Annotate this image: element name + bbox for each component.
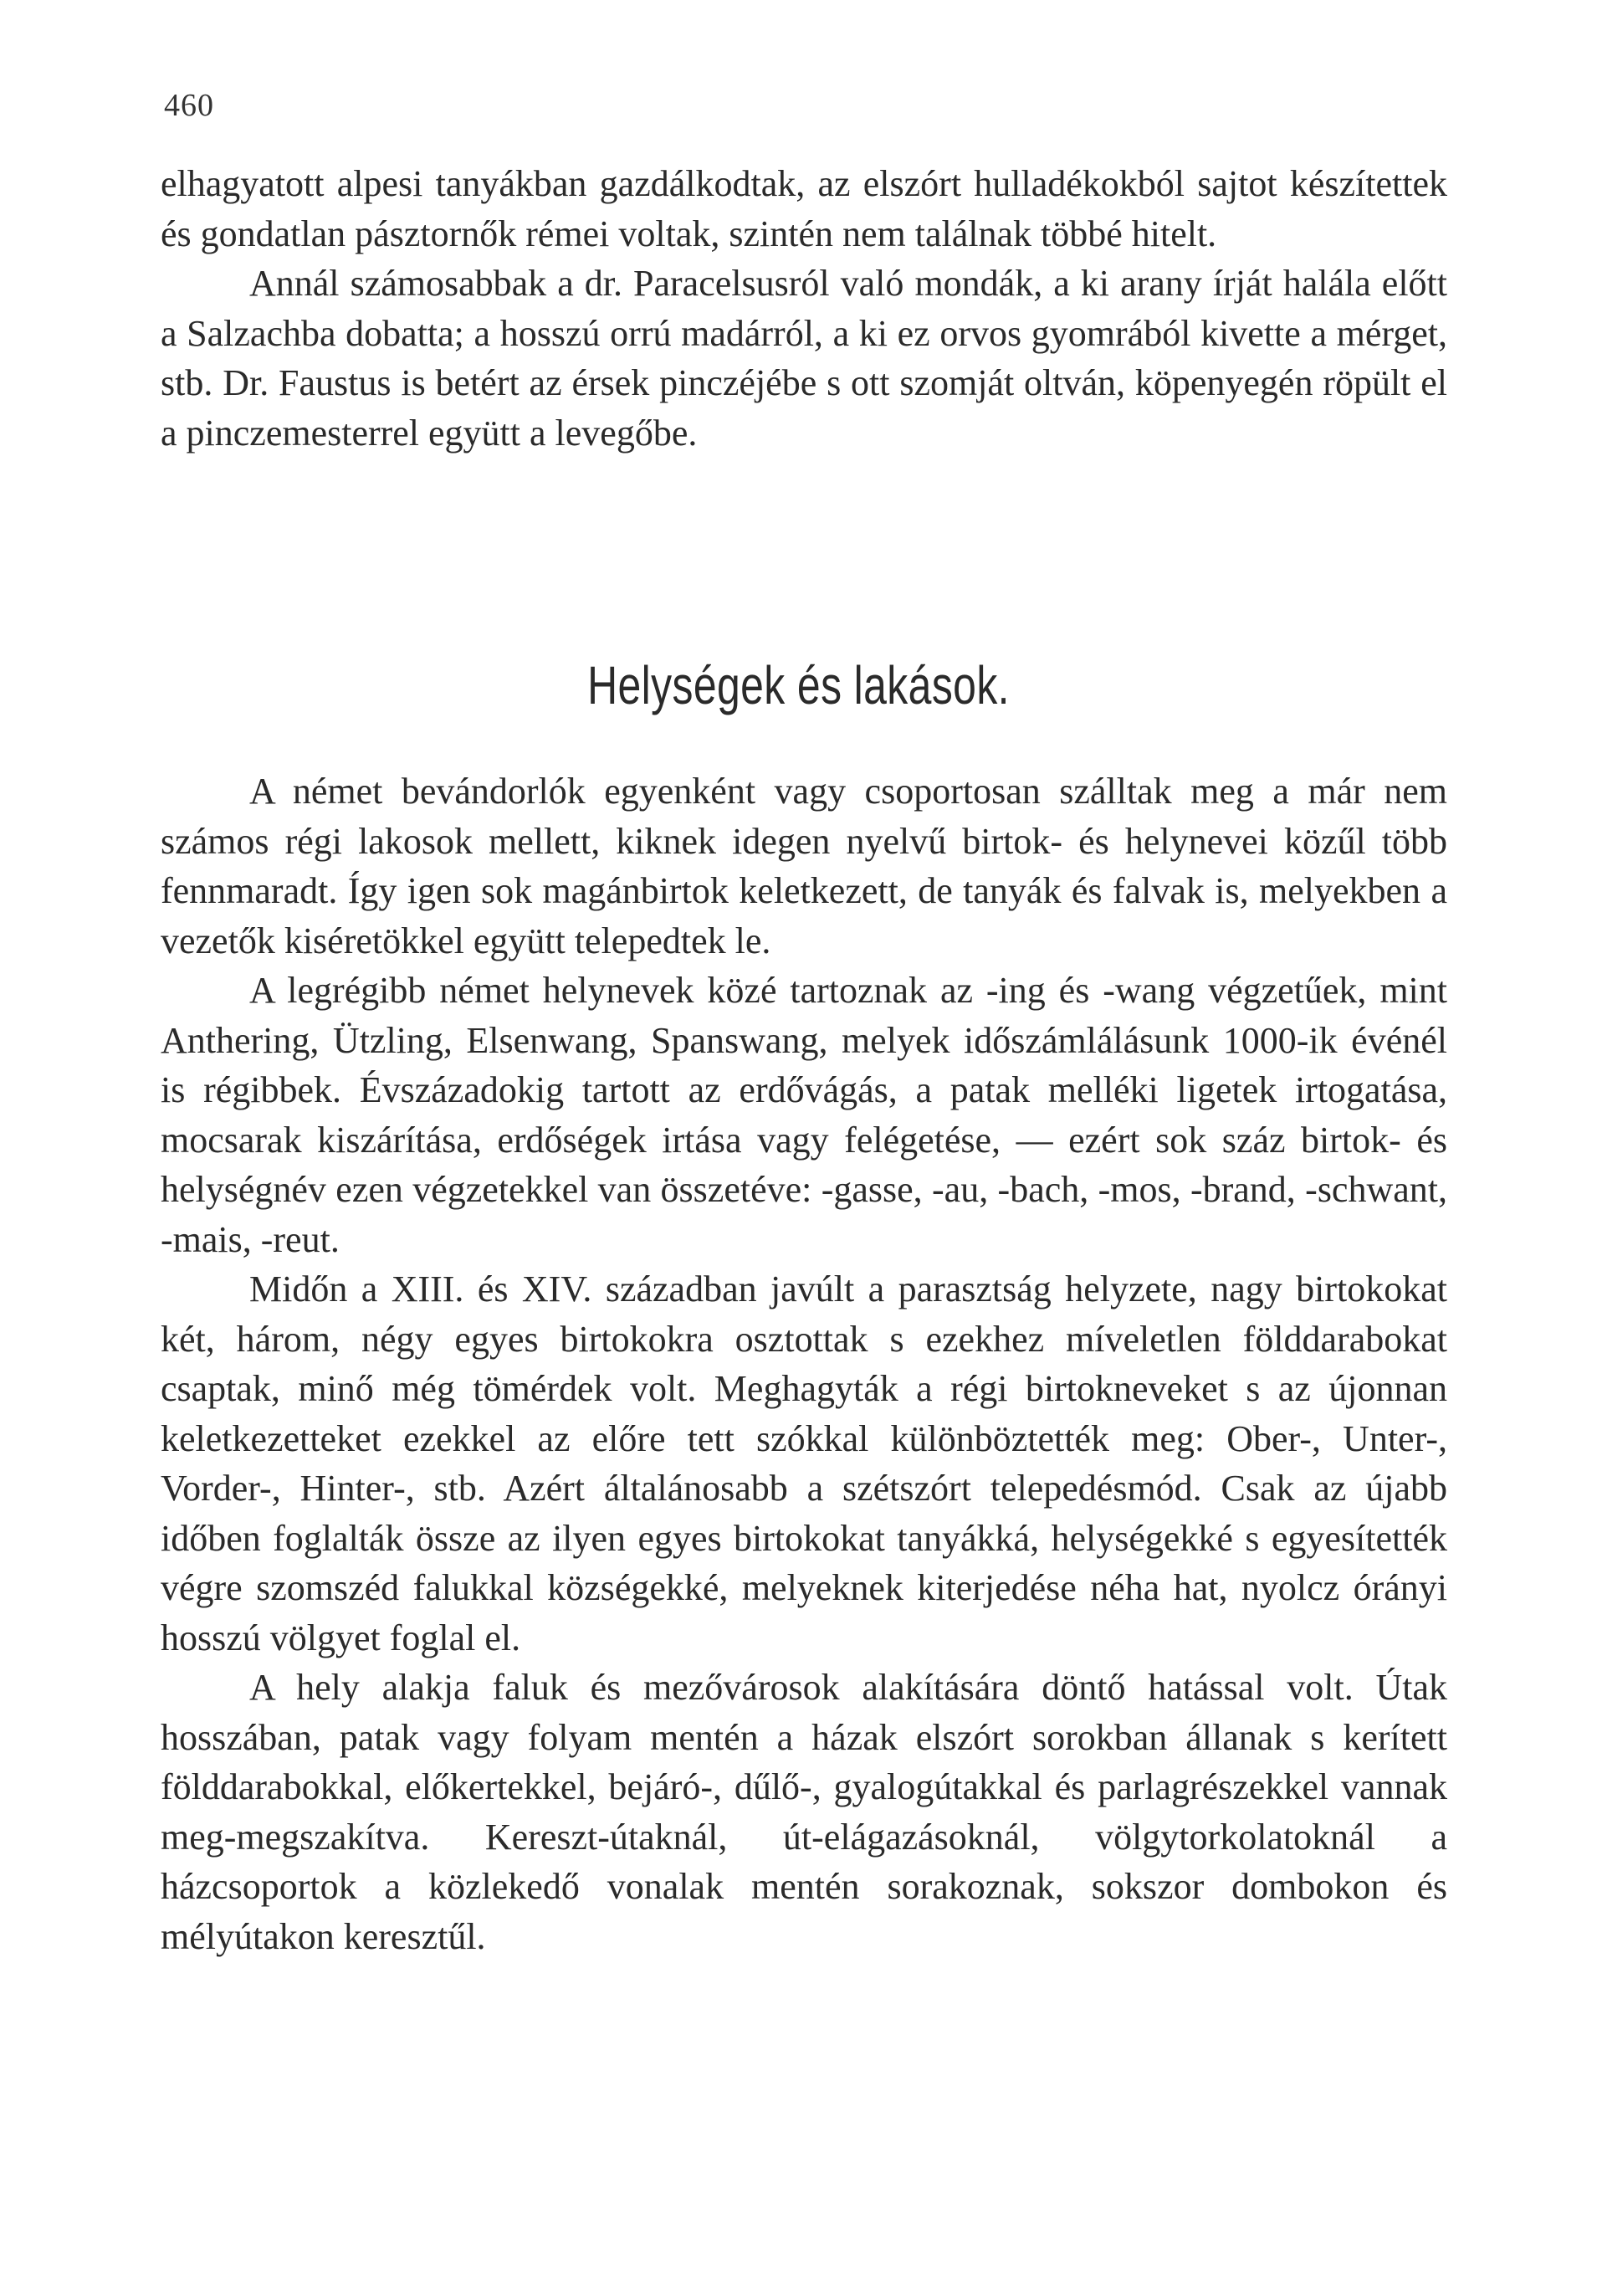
section-heading: Helységek és lakások. <box>587 655 1010 715</box>
paragraph: elhagyatott alpesi tanyákban gazdálkodtak, az elszórt hulladékokból sajtot készítettek és gondatlan pásztornők rémei voltak, szintén nem találnak többé hitelt. <box>161 163 1447 254</box>
page-number: 460 <box>164 88 214 123</box>
intro-text <box>161 159 1447 458</box>
paragraph: Midőn a XIII. és XIV. században javúlt a parasztság helyzete, nagy birtokokat két, három, négy egyes birtokokra osztottak s ezekhez míveletlen földdarabokat csaptak, minő még tömérdek volt. Meghagyták a régi birtokneveket s az újonnan keletkezetteket ezekkel az előre tett szókkal különböztették meg: Ober-, Unter-, Vorder-, Hinter-, stb. Azért általánosabb a szétszórt telepedésmód. Csak az újabb időben foglalták össze az ilyen egyes birtokokat tanyákká, helységekké s egyesítették végre szomszéd falukkal községekké, melyeknek kiterjedése néha hat, nyolcz órányi hosszú völgyet foglal el. <box>161 1268 1447 1658</box>
paragraph: A hely alakja faluk és mezővárosok alakítására döntő hatással volt. Útak hosszában, patak vagy folyam mentén a házak elszórt sorokban állanak s kerített földdarabokkal, előkertekkel, bejáró-, dűlő-, gyalogútakkal és parlagrészekkel vannak meg-megszakítva. Kereszt-útaknál, út-elágazásoknál, völgytorkolatoknál a házcsoportok a közlekedő vonalak mentén sorakoznak, sokszor dombokon és mélyútakon keresztűl. <box>161 1667 1447 1957</box>
section-body <box>161 766 1447 1961</box>
paragraph: Annál számosabbak a dr. Paracelsusról való mondák, a ki arany írját halála előtt a Salzachba dobatta; a hosszú orrú madárról, a ki ez orvos gyomrából kivette a mérget, stb. Dr. Faustus is betért az érsek pinczéjébe s ott szomját oltván, köpenyegén röpült el a pinczemesterrel együtt a levegőbe. <box>161 263 1447 454</box>
paragraph: A német bevándorlók egyenként vagy csoportosan szálltak meg a már nem számos régi lakosok mellett, kiknek idegen nyelvű birtok- és helynevei közűl több fennmaradt. Így igen sok magánbirtok keletkezett, de tanyák és falvak is, melyekben a vezetők kiséretökkel együtt telepedtek le. <box>161 771 1447 961</box>
paragraph: A legrégibb német helynevek közé tartoznak az -ing és -wang végzetűek, mint Anthering, Ützling, Elsenwang, Spanswang, melyek időszámlálásunk 1000-ik événél is régibbek. Évszázadokig tartott az erdővágás, a patak melléki ligetek irtogatása, mocsarak kiszárítása, erdőségek irtása vagy felégetése, — ezért sok száz birtok- és helységnév ezen végzetekkel van összetéve: -gasse, -au, -bach, -mos, -brand, -schwant, -mais, -reut. <box>161 970 1447 1260</box>
